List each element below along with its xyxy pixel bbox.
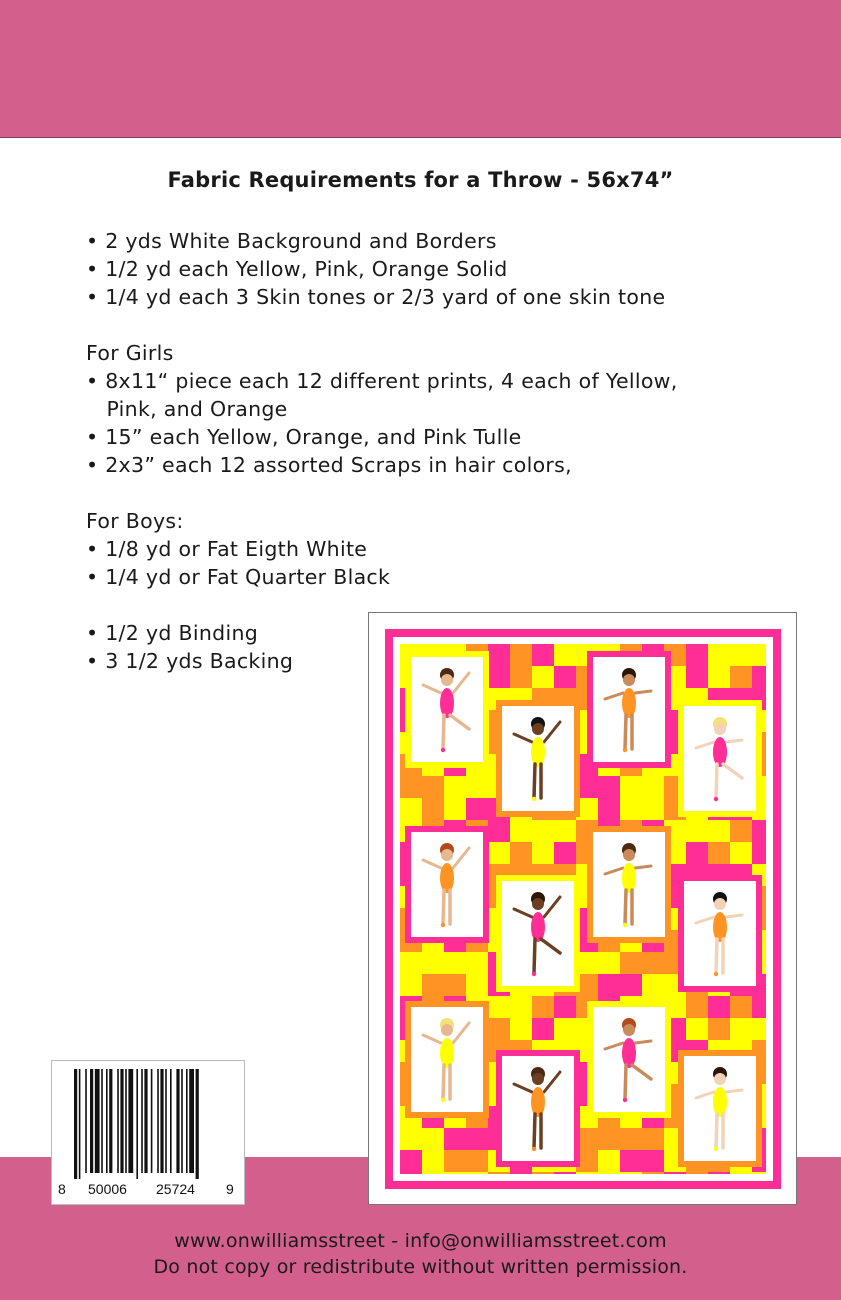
quilt-patch	[400, 798, 422, 820]
quilt-patch	[642, 1172, 664, 1174]
barcode-digit-group-right: 25724	[156, 1181, 195, 1197]
quilt-patch	[466, 798, 488, 820]
quilt-patch	[510, 842, 532, 864]
barcode-bar	[176, 1069, 179, 1173]
quilt-patch	[598, 974, 620, 996]
requirement-item: • 1/8 yd or Fat Eigth White	[86, 537, 368, 561]
quilt-patch	[752, 644, 766, 666]
quilt-patch	[422, 1172, 444, 1174]
quilt-patch	[598, 1128, 620, 1150]
quilt-patch	[422, 1128, 444, 1150]
quilt-patch	[466, 1128, 488, 1150]
requirement-item: • 1/2 yd Binding	[86, 621, 259, 645]
quilt-patch	[444, 1172, 466, 1174]
quilt-patch	[686, 842, 708, 864]
quilt-patch	[598, 1150, 620, 1172]
quilt-patch	[488, 644, 510, 666]
quilt-patch	[444, 1150, 466, 1172]
ballerina-leotard	[713, 737, 727, 767]
ballerina-shoe	[714, 797, 718, 801]
barcode-bar	[136, 1069, 138, 1179]
quilt-patch	[422, 798, 444, 820]
quilt-patch	[686, 1172, 708, 1174]
quilt-patch	[686, 644, 708, 666]
quilt-patch	[752, 1018, 766, 1040]
barcode-digit-prefix: 8	[58, 1181, 66, 1197]
requirement-item: • 2x3” each 12 assorted Scraps in hair colors,	[86, 453, 572, 477]
ballerina-shoe	[714, 972, 718, 976]
quilt-patch	[576, 1172, 598, 1174]
quilt-patch	[466, 952, 488, 974]
quilt-patch	[752, 666, 766, 688]
barcode-digit-check: 9	[226, 1181, 234, 1197]
quilt-patch	[488, 996, 510, 1018]
ballerina-shoe	[623, 748, 627, 752]
ballerina-head	[623, 1024, 635, 1036]
quilt-patch	[532, 1018, 554, 1040]
quilt-patch	[554, 1172, 576, 1174]
quilt-patch	[554, 996, 576, 1018]
ballerina-leotard	[531, 1087, 545, 1117]
quilt-patch	[752, 1172, 766, 1174]
requirement-item: • 1/4 yd each 3 Skin tones or 2/3 yard of one skin tone	[86, 285, 666, 309]
quilt-patch	[686, 820, 708, 842]
barcode-bar	[170, 1069, 172, 1173]
ballerina-head	[441, 1024, 453, 1036]
ballerina-leotard	[440, 863, 454, 893]
ballerina-leg-left	[443, 1065, 444, 1099]
ballerina-leotard	[531, 912, 545, 942]
quilt-patch	[642, 952, 664, 974]
quilt-patch	[444, 776, 466, 798]
quilt-patch	[642, 974, 664, 996]
quilt-patch	[444, 952, 466, 974]
quilt-patch	[466, 776, 488, 798]
footer-contact: www.onwilliamsstreet - info@onwilliamsstreet.com	[174, 1230, 667, 1252]
quilt-patch	[400, 1128, 422, 1150]
ballerina-arm-right	[726, 740, 742, 742]
ballerina-head	[714, 723, 726, 735]
barcode-bar	[165, 1069, 167, 1173]
barcode-bar	[151, 1069, 153, 1173]
quilt-patch	[422, 1150, 444, 1172]
quilt-patch	[620, 798, 642, 820]
ballerina-leotard	[440, 688, 454, 718]
barcode-bar	[157, 1069, 159, 1173]
barcode-bar	[144, 1069, 147, 1173]
quilt-patch	[708, 996, 730, 1018]
quilt-patch	[730, 996, 752, 1018]
quilt-patch	[444, 798, 466, 820]
quilt-patch	[532, 644, 554, 666]
quilt-patch	[730, 842, 752, 864]
ballerina-leg-left	[625, 890, 626, 924]
quilt-patch	[642, 776, 664, 798]
quilt-patch	[730, 666, 752, 688]
ballerina-shoe	[623, 1098, 627, 1102]
barcode-bar	[120, 1069, 123, 1173]
quilt-patch	[532, 996, 554, 1018]
quilt-patch	[488, 666, 510, 688]
barcode-bar	[79, 1069, 81, 1179]
ballerina-leg-left	[443, 715, 444, 749]
quilt-patch	[708, 644, 730, 666]
ballerina-leotard	[440, 1038, 454, 1068]
quilt-patch	[488, 842, 510, 864]
quilt-patch	[400, 1150, 422, 1172]
quilt-patch	[598, 776, 620, 798]
quilt-patch	[532, 1172, 554, 1174]
ballerina-shoe	[714, 1147, 718, 1151]
ballerina-shoe	[532, 797, 536, 801]
quilt-patch	[510, 666, 532, 688]
quilt-patch	[598, 1172, 620, 1174]
quilt-patch	[642, 1128, 664, 1150]
quilt-patch	[488, 1018, 510, 1040]
ballerina-leotard	[713, 912, 727, 942]
barcode-bar	[160, 1069, 163, 1173]
barcode-bar	[74, 1069, 77, 1179]
barcode-bar	[106, 1069, 108, 1173]
barcode-bar	[196, 1069, 199, 1179]
header-band	[0, 0, 841, 138]
barcode-bar	[90, 1069, 93, 1173]
quilt-patch	[664, 1172, 686, 1174]
barcode-bar	[85, 1069, 87, 1173]
quilt-patch	[532, 842, 554, 864]
quilt-patch	[708, 1172, 730, 1174]
ballerina-leg-left	[716, 1114, 717, 1148]
quilt-patch	[708, 820, 730, 842]
ballerina-leg-left	[625, 715, 626, 749]
quilt-patch	[554, 820, 576, 842]
ballerina-shoe	[623, 923, 627, 927]
ballerina-head	[623, 849, 635, 861]
quilt-patch	[510, 820, 532, 842]
quilt-patch	[444, 974, 466, 996]
quilt-patch	[620, 952, 642, 974]
ballerina-leg-left	[443, 890, 444, 924]
ballerina-shoe	[532, 1147, 536, 1151]
footer-copyright: Do not copy or redistribute without written permission.	[153, 1256, 688, 1278]
quilt-patch	[532, 666, 554, 688]
quilt-patch	[554, 644, 576, 666]
ballerina-leotard	[622, 863, 636, 893]
quilt-patch	[620, 974, 642, 996]
girls-heading: For Girls	[86, 341, 174, 365]
ballerina-arm-right	[635, 1041, 651, 1043]
quilt-patch	[730, 1172, 752, 1174]
ballerina-leg-left	[534, 764, 535, 798]
ballerina-head	[441, 674, 453, 686]
quilt-patch	[752, 996, 766, 1018]
quilt-patch	[466, 1150, 488, 1172]
ballerina-head	[532, 1073, 544, 1085]
ballerina-leg-left	[625, 1065, 626, 1099]
quilt-patch	[598, 798, 620, 820]
requirement-item: • 3 1/2 yds Backing	[86, 649, 294, 673]
barcode-bar	[128, 1069, 133, 1173]
barcode-bar	[101, 1069, 103, 1173]
quilt-patch	[730, 1018, 752, 1040]
quilt-patch	[466, 1172, 488, 1174]
quilt-patch	[422, 974, 444, 996]
ballerina-arm-right	[726, 915, 742, 917]
barcode-bar	[189, 1069, 194, 1173]
ballerina-shoe	[441, 748, 445, 752]
quilt-patch	[510, 644, 532, 666]
quilt-patch	[686, 996, 708, 1018]
ballerina-leg-left	[534, 1114, 535, 1148]
quilt-patch	[620, 1128, 642, 1150]
quilt-patch	[708, 1018, 730, 1040]
quilt-patch	[488, 820, 510, 842]
ballerina-head	[623, 674, 635, 686]
quilt-patch	[686, 666, 708, 688]
quilt-patch	[488, 1172, 510, 1174]
quilt-patch	[598, 952, 620, 974]
barcode-bar	[109, 1069, 112, 1173]
boys-heading: For Boys:	[86, 509, 184, 533]
ballerina-head	[532, 898, 544, 910]
ballerina-leotard	[713, 1087, 727, 1117]
quilt-patch	[642, 798, 664, 820]
quilt-patch	[554, 1018, 576, 1040]
quilt-patch	[620, 1172, 642, 1174]
quilt-patch	[400, 974, 422, 996]
barcode-digit-group-left: 50006	[88, 1181, 127, 1197]
barcode-bar	[117, 1069, 119, 1173]
ballerina-shoe	[532, 972, 536, 976]
ballerina-shoe	[441, 1098, 445, 1102]
quilt-patch	[708, 666, 730, 688]
barcode	[51, 1060, 245, 1205]
quilt-patch	[466, 974, 488, 996]
requirement-item: • 15” each Yellow, Orange, and Pink Tulle	[86, 425, 522, 449]
quilt-patch	[620, 1150, 642, 1172]
requirement-item: • 1/4 yd or Fat Quarter Black	[86, 565, 391, 589]
quilt-patch	[400, 1172, 422, 1174]
quilt-patch	[400, 776, 422, 798]
quilt-patch	[554, 842, 576, 864]
requirement-item: • 1/2 yd each Yellow, Pink, Orange Solid	[86, 257, 508, 281]
ballerina-leg-left	[534, 939, 535, 973]
quilt-patch	[422, 952, 444, 974]
barcode-bar	[186, 1069, 188, 1173]
requirement-item: Pink, and Orange	[86, 397, 288, 421]
quilt-patch	[444, 1128, 466, 1150]
quilt-patch	[422, 776, 444, 798]
quilt-illustration	[368, 612, 797, 1205]
quilt-patch	[620, 776, 642, 798]
ballerina-head	[532, 723, 544, 735]
ballerina-leg-left	[716, 939, 717, 973]
quilt-patch	[554, 666, 576, 688]
quilt-patch	[752, 820, 766, 842]
ballerina-leotard	[622, 1038, 636, 1068]
ballerina-arm-right	[635, 866, 651, 868]
quilt-drawing	[369, 613, 798, 1206]
barcode-bar	[181, 1069, 183, 1173]
quilt-patch	[510, 996, 532, 1018]
quilt-patch	[510, 1018, 532, 1040]
quilt-patch	[686, 1018, 708, 1040]
quilt-patch	[730, 820, 752, 842]
quilt-patch	[642, 1150, 664, 1172]
ballerina-head	[714, 1073, 726, 1085]
requirement-item: • 2 yds White Background and Borders	[86, 229, 497, 253]
ballerina-leotard	[622, 688, 636, 718]
barcode-bar	[95, 1069, 100, 1173]
barcode-bar	[141, 1069, 143, 1173]
quilt-patch	[510, 1172, 532, 1174]
barcode-bar	[125, 1069, 127, 1173]
ballerina-arm-right	[726, 1090, 742, 1092]
barcode-digits	[52, 1181, 246, 1201]
ballerina-head	[714, 898, 726, 910]
quilt-patch	[400, 952, 422, 974]
quilt-patch	[752, 842, 766, 864]
quilt-patch	[532, 820, 554, 842]
barcode-bars	[74, 1069, 224, 1179]
ballerina-head	[441, 849, 453, 861]
ballerina-shoe	[441, 923, 445, 927]
page-title: Fabric Requirements for a Throw - 56x74”	[167, 168, 674, 192]
ballerina-leotard	[531, 737, 545, 767]
quilt-patch	[708, 842, 730, 864]
quilt-patch	[730, 644, 752, 666]
requirement-item: • 8x11“ piece each 12 different prints, 4 each of Yellow,	[86, 369, 678, 393]
ballerina-arm-right	[635, 691, 651, 693]
ballerina-leg-left	[716, 764, 717, 798]
